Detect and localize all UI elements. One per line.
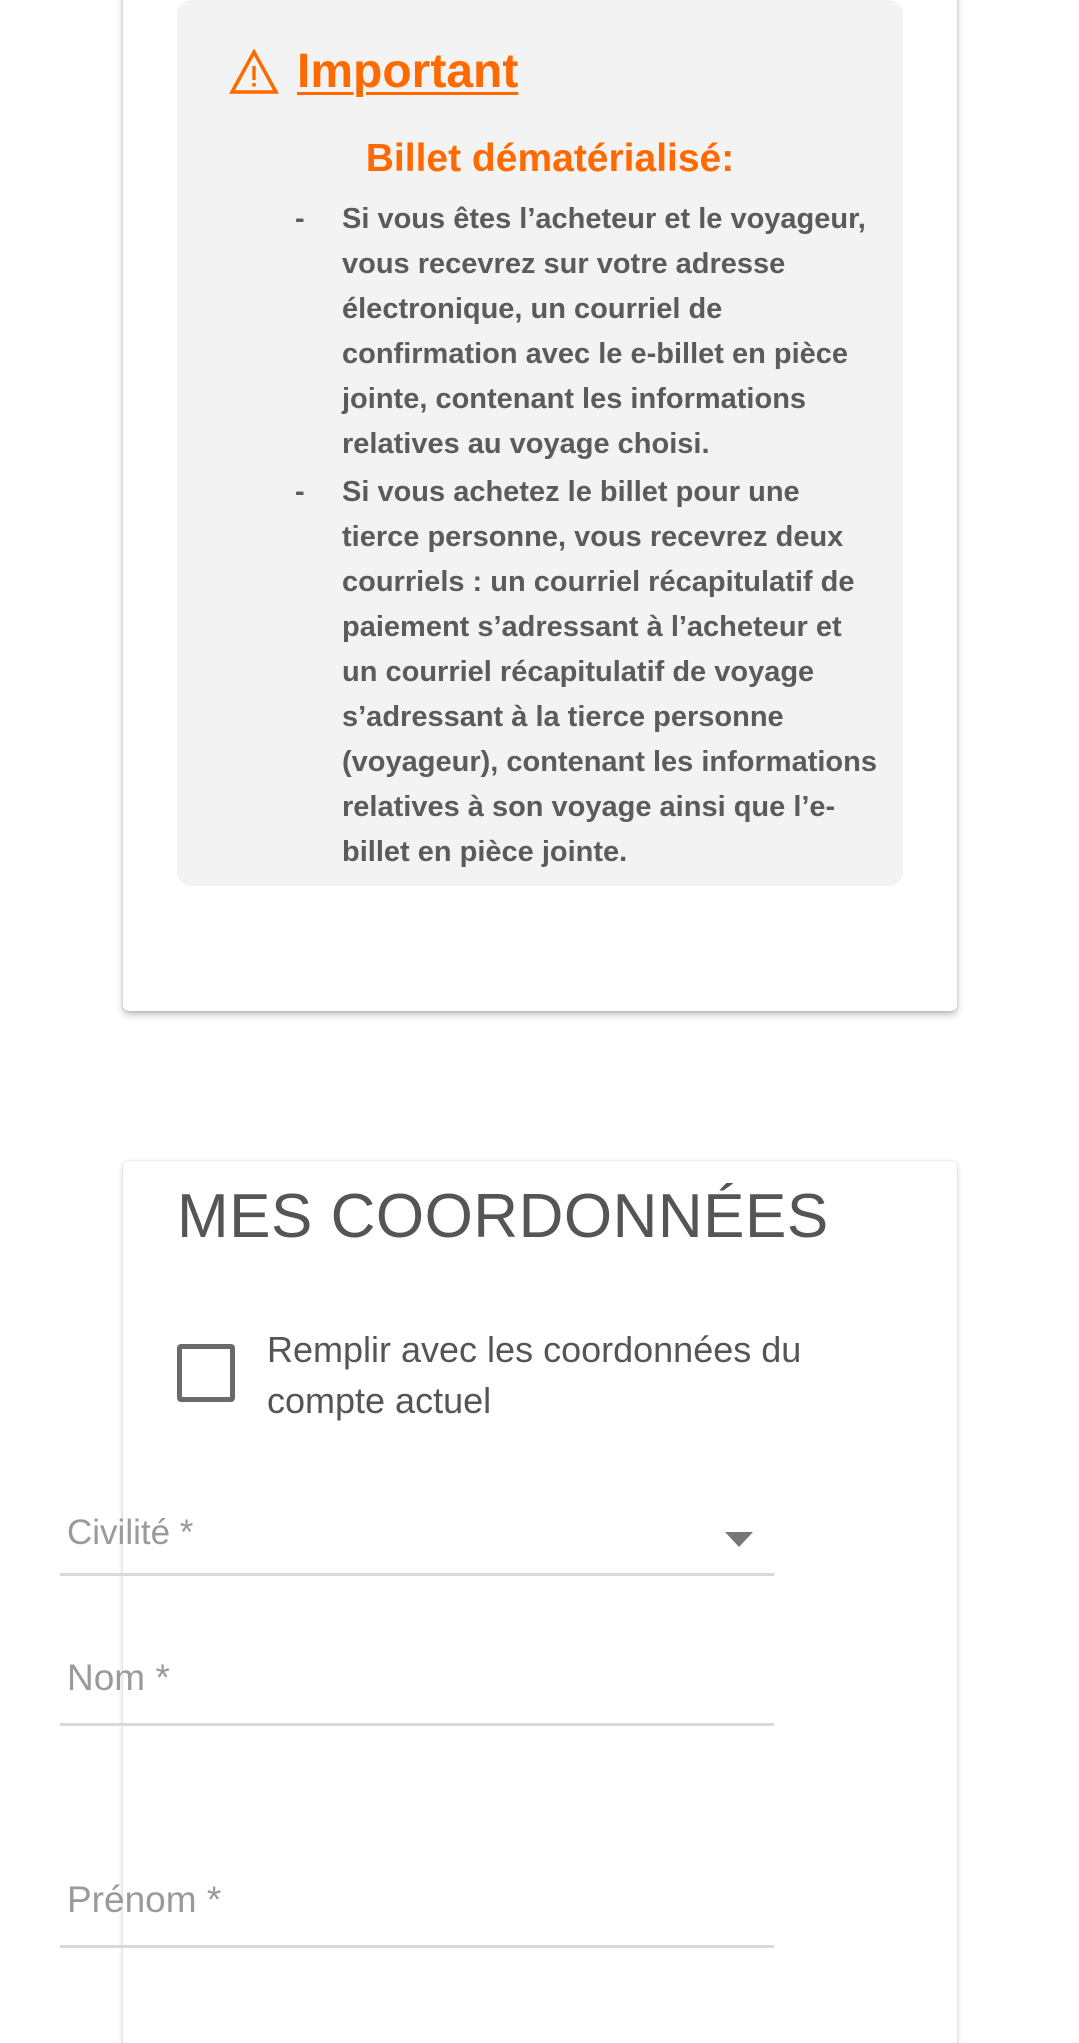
nom-input[interactable] [60,1620,774,1726]
notice-subtitle [177,137,903,181]
prenom-input[interactable] [60,1842,774,1948]
important-notice-card [123,0,957,1011]
notice-list [295,197,885,878]
nom-label: Nom * [67,1657,170,1698]
civilite-label: Civilité * [67,1513,194,1552]
prenom-label: Prénom * [67,1879,222,1920]
important-notice-box [177,0,903,886]
fill-from-account-label[interactable]: Remplir avec les coordonnées du compte actuel [267,1329,802,1421]
notice-list-item [295,470,885,875]
fill-from-account-checkbox[interactable] [177,1344,235,1402]
notice-title: Important [297,45,519,98]
notice-list-item [295,197,885,467]
civilite-select[interactable] [60,1470,774,1576]
notice-subtitle-text: Billet dématérialisé: [365,137,735,180]
notice-item-text: Si vous achetez le billet pour une tierce personne, vous recevrez deux courriels : un courriel récapitulatif de paiement s’adressant à l’acheteur et un courriel récapitulatif de voyage s’adressant à la tierce personne (voyageur), contenant les informations relatives à son voyage ainsi que l’e-billet en pièce jointe. [342,476,877,868]
warning-triangle-icon [229,49,279,95]
notice-header [229,44,518,99]
section-title: MES COORDONNÉES [177,1182,829,1251]
notice-item-text: Si vous êtes l’acheteur et le voyageur, vous recevrez sur votre adresse électronique, un courriel de confirmation avec le e-billet en pièce jointe, contenant les informations relatives au voyage choisi. [342,203,866,460]
list-dash: - [295,203,305,235]
chevron-down-icon[interactable] [725,1532,753,1547]
fill-from-account-checkbox-row[interactable] [177,1324,867,1426]
list-dash: - [295,476,305,508]
